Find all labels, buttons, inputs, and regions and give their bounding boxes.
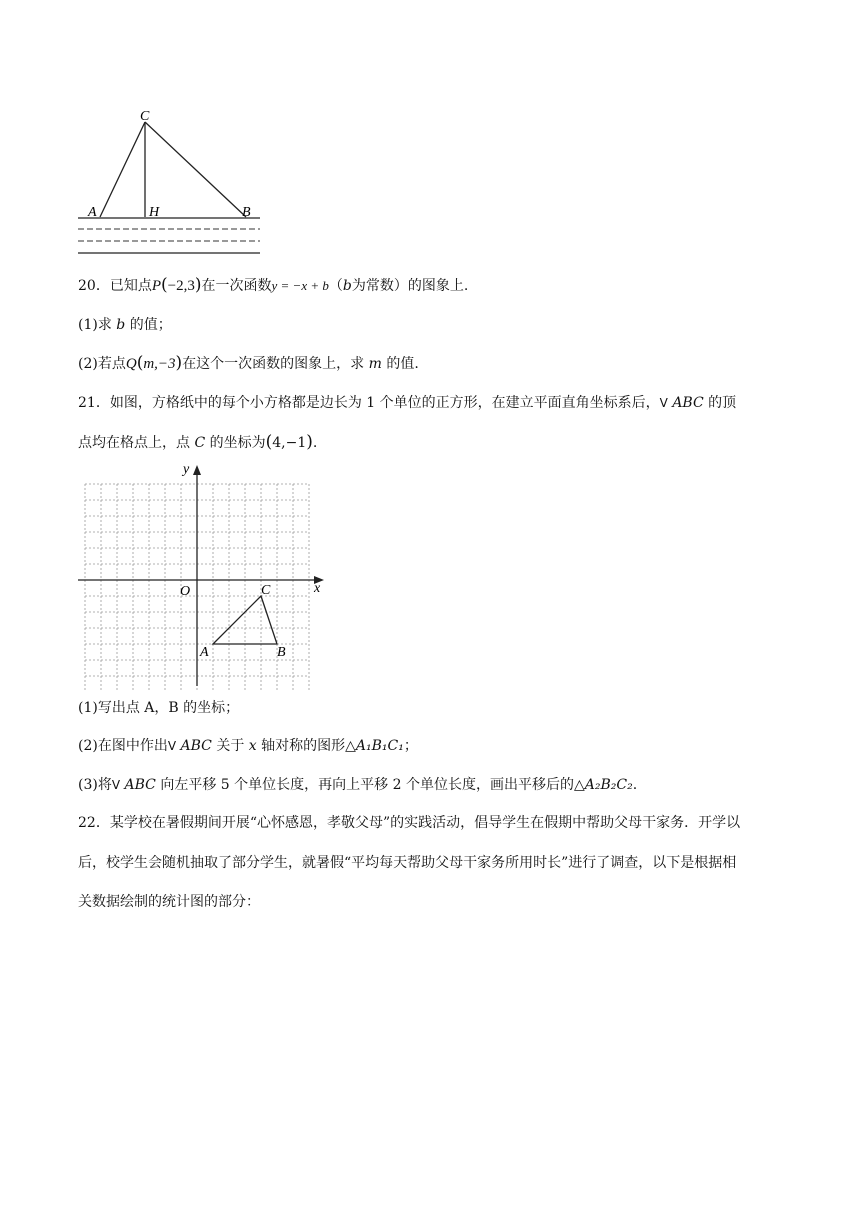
q21-part3-prefix: (3)将 [78,777,112,793]
q20-text3: （ [328,278,343,294]
q20-text1: 已知点 [109,278,152,294]
q22-number: 22． [78,815,110,831]
label-c: C [140,109,150,124]
label-y: y [183,462,190,477]
segment-ca [100,122,145,217]
q20-part2-prefix: (2)若点 [78,356,126,372]
q21-part2-mid: 关于 [216,738,245,754]
q21-line1-end: 的顶 [708,395,737,411]
label-b: B [242,205,251,220]
q20-part2-var: m [368,356,382,372]
q21-line2-prefix: 点均在格点上，点 [78,435,190,451]
q20-stem: 20．已知点P(−2,3)在一次函数y = −x + b（b为常数）的图象上. [78,275,469,295]
q21-part2-tri-symbol: V [167,739,177,753]
coordinate-grid-figure [72,460,332,690]
triangle-river-figure [70,105,270,260]
label-a: A [88,205,97,220]
q21-c-var: C [194,435,206,451]
q21-tri-symbol: V [659,396,668,410]
q20-part2-suffix: 的值. [386,356,419,372]
label-h: H [149,205,160,220]
point-q-coords: m,−3 [143,356,176,372]
q20-text4: 为常数）的图象上. [351,278,469,294]
q21-part2-mid2: 轴对称的图形 [261,738,346,754]
q21-part3-end: . [632,777,638,793]
point-q-name: Q [125,356,137,372]
q20-part1 [78,315,172,335]
q20-part2-mid: 在这个一次函数的图象上，求 [182,356,365,372]
q21-line2-end: . [312,435,318,451]
point-p-coords: −2,3 [167,278,195,294]
q21-stem-line1 [78,393,736,413]
q20-equation: y = −x + b [271,278,329,293]
q20-part2: (2)若点Q(m,−3)在这个一次函数的图象上，求 m 的值. [78,353,419,373]
q21-part3 [78,775,637,795]
point-p-name: P [151,278,161,294]
label-grid-a: A [200,645,209,660]
label-grid-b: B [277,645,286,660]
q21-part3-mid: 向左平移 5 个单位长度，再向上平移 2 个单位长度，画出平移后的 [160,777,574,793]
label-x: x [314,581,321,596]
q20-number: 20． [78,278,110,294]
q21-part3-tri-symbol: V [111,778,121,792]
q21-tri-name: ABC [672,395,704,411]
q22-line1-text: 某学校在暑假期间开展“心怀感恩，孝敬父母”的实践活动，倡导学生在假期中帮助父母干家务．开学以 [109,815,741,831]
q21-line2-mid: 的坐标为 [209,435,266,451]
q21-stem-line2: 点均在格点上，点 C 的坐标为(4,−1). [78,432,318,452]
label-grid-c: C [261,583,271,598]
q21-part3-tri-name: ABC [124,777,156,793]
q22-line2: 后，校学生会随机抽取了部分学生，就暑假“平均每天帮助父母干家务所用时长”进行了调查，以下是根据相 [78,855,737,871]
q21-part2-prefix: (2)在图中作出 [78,738,168,754]
q21-part1: (1)写出点 A，B 的坐标； [78,700,240,716]
q20-part1-suffix: 的值； [129,317,172,333]
q21-part2-axis: x [248,738,257,754]
q21-c-coords: 4,−1 [272,435,307,451]
q20-b-var: b [342,278,352,294]
q20-text2: 在一次函数 [201,278,272,294]
q21-part2 [78,736,418,756]
y-axis-arrow [193,465,201,475]
q22-line1 [78,813,740,833]
q20-part1-var: b [116,317,126,333]
q21-number: 21． [78,395,110,411]
label-o: O [180,584,191,599]
q20-part1-prefix: (1)求 [78,317,112,333]
q21-part2-end: ； [403,738,418,754]
q21-line1: 如图，方格纸中的每个小方格都是边长为 1 个单位的正方形，在建立平面直角坐标系后， [109,395,660,411]
q21-part3-image: △A₂B₂C₂ [573,777,633,793]
q22-line3: 关数据绘制的统计图的部分： [78,894,260,910]
q21-part2-image: △A₁B₁C₁ [345,738,404,754]
segment-cb [145,122,246,217]
q21-part2-tri-name: ABC [180,738,212,754]
